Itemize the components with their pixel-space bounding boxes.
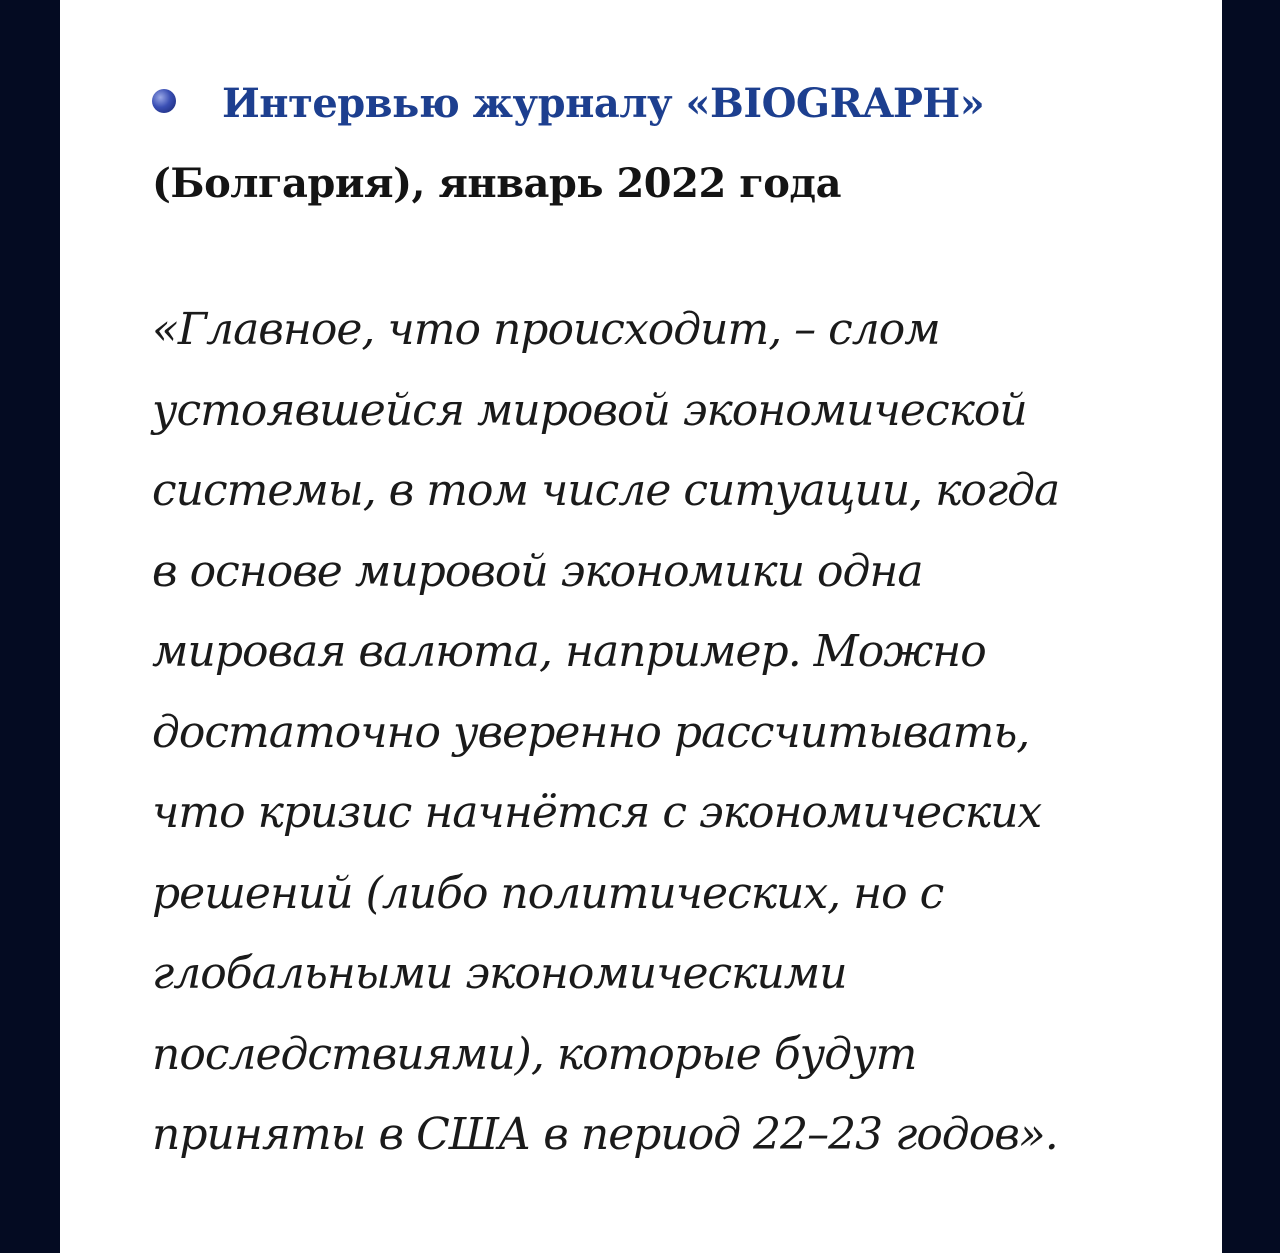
quote-line: системы, в том числе ситуации, когда — [152, 465, 1060, 516]
quote-line: мировая валюта, например. Можно — [152, 626, 986, 677]
bullet-icon — [152, 89, 176, 113]
interview-subheading: (Болгария), январь 2022 года — [152, 160, 841, 207]
interview-quote — [152, 290, 1162, 1176]
quote-line: решений (либо политических, но с — [152, 867, 944, 919]
quote-line: глобальными экономическими — [152, 948, 847, 999]
article-page — [60, 0, 1222, 1253]
quote-line: что кризис начнётся с экономических — [152, 787, 1042, 838]
quote-line: последствиями), которые будут — [152, 1028, 917, 1080]
quote-line: достаточно уверенно рассчитывать, — [152, 706, 1030, 758]
interview-link[interactable]: Интервью журналу «BIOGRAPH» — [222, 80, 985, 127]
quote-line: устоявшейся мировой экономической — [152, 384, 1027, 436]
interview-heading — [152, 64, 1152, 224]
quote-line: приняты в США в период 22–23 годов». — [152, 1109, 1058, 1160]
quote-line: в основе мировой экономики одна — [152, 545, 923, 597]
quote-line: «Главное, что происходит, – слом — [152, 304, 940, 355]
